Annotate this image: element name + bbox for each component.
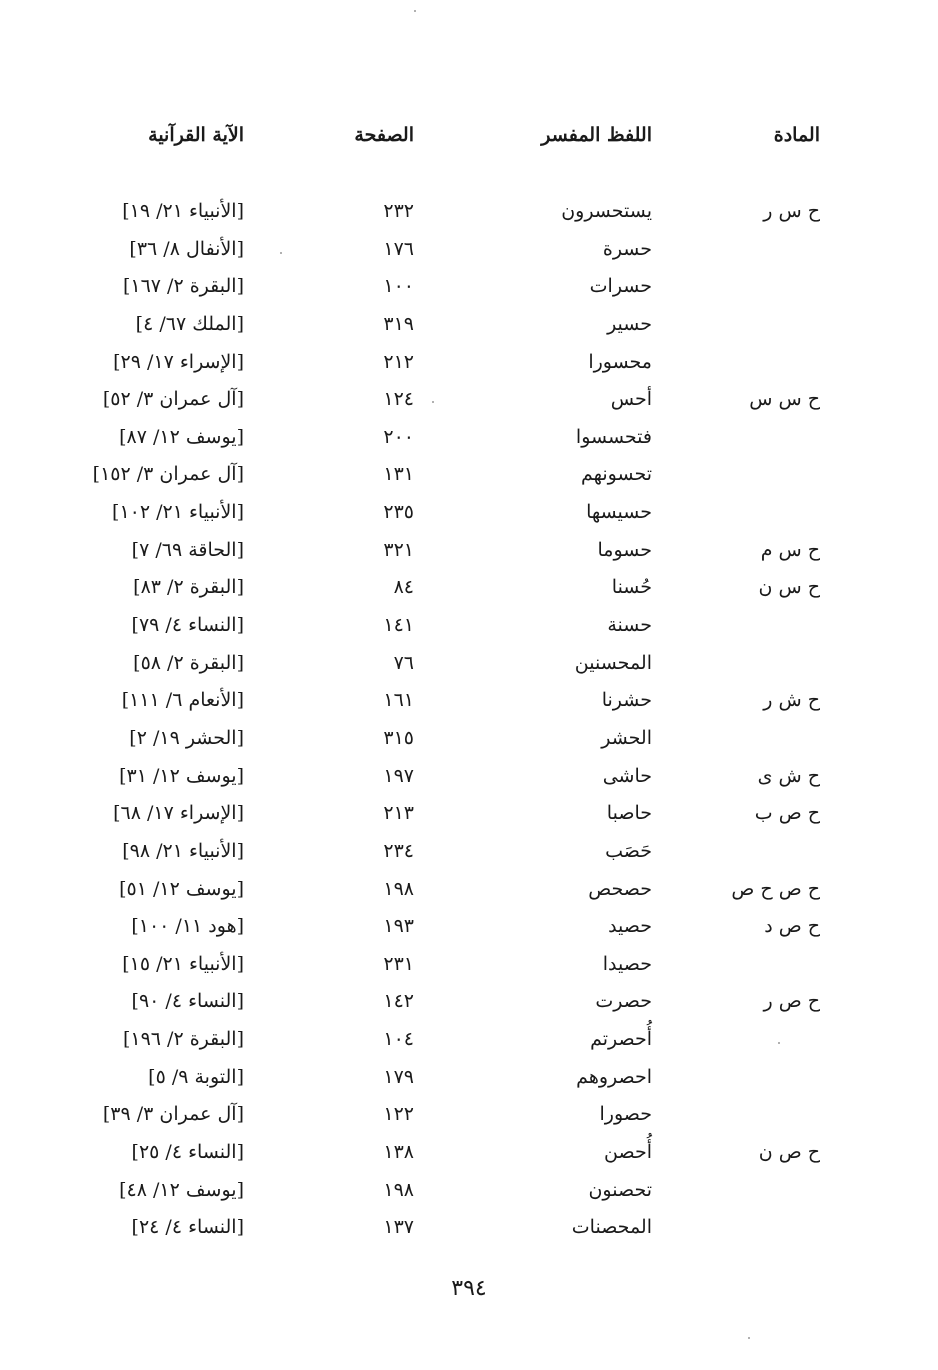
root-cell: ح ص ب [754, 802, 820, 825]
table-row [0, 648, 938, 686]
table-row [0, 1137, 938, 1175]
table-row [0, 309, 938, 347]
page-cell: ١٤٢ [383, 990, 414, 1013]
page-cell: ١٤١ [383, 614, 414, 637]
root-cell: ح س م [760, 538, 820, 561]
verse-cell: [آل عمران ٣/ ٣٩] [102, 1103, 244, 1126]
verse-cell: [الأنفال ٨/ ٣٦] [129, 237, 244, 260]
table-row [0, 610, 938, 648]
page-cell: ٧٦ [393, 651, 414, 674]
table-row [0, 234, 938, 272]
table-row [0, 422, 938, 460]
word-cell: حشرنا [601, 689, 652, 712]
page-cell: ٢٣٢ [383, 200, 414, 222]
word-cell: حاصبا [606, 802, 652, 825]
verse-cell: [آل عمران ٣/ ١٥٢] [92, 463, 244, 486]
word-cell: يستحسرون [561, 200, 652, 222]
table-row [0, 761, 938, 799]
table-row [0, 196, 938, 234]
root-cell: ح ص ر [763, 990, 820, 1013]
verse-cell: [الإسراء ١٧/ ٦٨] [113, 802, 244, 825]
page-cell: ١٣١ [383, 463, 414, 486]
verse-cell: [يوسف ١٢/ ٨٧] [119, 425, 244, 448]
table-row [0, 271, 938, 309]
root-cell: ح س س [749, 388, 820, 411]
page-cell: ٣١٥ [383, 726, 414, 749]
table-header [0, 124, 938, 158]
page-cell: ١٦١ [383, 689, 414, 712]
table-row [0, 1212, 938, 1250]
word-cell: حسير [607, 312, 652, 335]
table-row [0, 459, 938, 497]
page-number: ٣٩٤ [451, 1276, 487, 1301]
page-cell: ٣١٩ [383, 312, 414, 335]
header-page: الصفحة [354, 124, 414, 146]
page-cell: ٢٠٠ [383, 425, 414, 448]
root-cell: ح ص د [764, 915, 820, 938]
word-cell: حصيدا [602, 952, 652, 975]
header-root: المادة [773, 124, 820, 146]
verse-cell: [الأنبياء ٢١/ ٩٨] [122, 839, 244, 862]
page-cell: ١٩٨ [383, 1178, 414, 1201]
table-row [0, 986, 938, 1024]
word-cell: حسوما [597, 538, 652, 561]
verse-cell: [الحشر ١٩/ ٢] [129, 726, 244, 749]
table-row [0, 798, 938, 836]
root-cell: ح ش ر [763, 689, 820, 712]
table-row [0, 874, 938, 912]
table-row [0, 685, 938, 723]
word-cell: أحس [610, 388, 652, 411]
verse-cell: [آل عمران ٣/ ٥٢] [102, 388, 244, 411]
header-verse: الآية القرآنية [148, 124, 244, 146]
page-cell: ٨٤ [393, 576, 414, 599]
word-cell: تحسونهم [580, 463, 652, 486]
scan-speck [778, 1042, 780, 1044]
word-cell: احصروهم [576, 1065, 652, 1088]
verse-cell: [يوسف ١٢/ ٥١] [119, 877, 244, 900]
word-cell: الحشر [601, 726, 652, 749]
root-cell: ح ص ح ص [731, 877, 820, 900]
verse-cell: [الحاقة ٦٩/ ٧] [131, 538, 244, 561]
verse-cell: [يوسف ١٢/ ٤٨] [119, 1178, 244, 1201]
page-cell: ١٣٧ [383, 1216, 414, 1239]
word-cell: حصرت [595, 990, 652, 1013]
table-row [0, 723, 938, 761]
word-cell: حصحص [588, 877, 652, 900]
root-cell: ح س ر [763, 200, 820, 222]
page-cell: ١٢٤ [383, 388, 414, 411]
scan-speck [432, 401, 434, 403]
root-cell: ح ص ن [758, 1141, 820, 1164]
table-row [0, 1175, 938, 1213]
verse-cell: [الإسراء ١٧/ ٢٩] [113, 350, 244, 373]
page-cell: ٢٣٤ [383, 839, 414, 862]
table-row [0, 949, 938, 987]
table-row [0, 1099, 938, 1137]
verse-cell: [التوبة ٩/ ٥] [148, 1065, 244, 1088]
page-cell: ٢١٢ [383, 350, 414, 373]
page-cell: ١٧٩ [383, 1065, 414, 1088]
word-cell: تحصنون [588, 1178, 652, 1201]
verse-cell: [البقرة ٢/ ١٩٦] [122, 1028, 244, 1051]
page-cell: ١٣٨ [383, 1141, 414, 1164]
word-cell: حسنة [607, 614, 652, 637]
word-cell: حسرات [589, 275, 652, 298]
page-cell: ٢٣٥ [383, 501, 414, 524]
word-cell: حصورا [599, 1103, 652, 1126]
header-word: اللفظ المفسر [541, 124, 652, 146]
word-cell: محسورا [588, 350, 652, 373]
root-cell: ح س ن [758, 576, 820, 599]
verse-cell: [النساء ٤/ ٧٩] [131, 614, 244, 637]
page-cell: ٢٣١ [383, 952, 414, 975]
verse-cell: [الأنعام ٦/ ١١١] [121, 689, 244, 712]
root-cell: ح ش ى [757, 764, 820, 787]
verse-cell: [الأنبياء ٢١/ ١٠٢] [112, 501, 244, 524]
page-cell: ١٩٣ [383, 915, 414, 938]
verse-cell: [النساء ٤/ ٩٠] [131, 990, 244, 1013]
verse-cell: [هود ١١/ ١٠٠] [131, 915, 244, 938]
verse-cell: [النساء ٤/ ٢٥] [131, 1141, 244, 1164]
table-body [0, 196, 938, 1250]
scan-speck [748, 1337, 750, 1339]
page-cell: ١٩٧ [383, 764, 414, 787]
page-cell: ١٢٢ [383, 1103, 414, 1126]
verse-cell: [البقرة ٢/ ٥٨] [133, 651, 244, 674]
scan-speck [280, 252, 282, 254]
table-row [0, 1062, 938, 1100]
word-cell: أُحصن [604, 1141, 652, 1164]
table-row [0, 836, 938, 874]
verse-cell: [البقرة ٢/ ٨٣] [133, 576, 244, 599]
verse-cell: [يوسف ١٢/ ٣١] [119, 764, 244, 787]
verse-cell: [النساء ٤/ ٢٤] [131, 1216, 244, 1239]
word-cell: حَصَب [605, 839, 652, 862]
table-row [0, 384, 938, 422]
word-cell: المحسنين [574, 651, 652, 674]
verse-cell: [الملك ٦٧/ ٤] [135, 312, 244, 335]
word-cell: أُحصرتم [590, 1028, 652, 1051]
word-cell: حصيد [608, 915, 652, 938]
scan-speck [414, 10, 416, 12]
word-cell: حاشى [602, 764, 652, 787]
page-cell: ٢١٣ [383, 802, 414, 825]
table-row [0, 1024, 938, 1062]
verse-cell: [الأنبياء ٢١/ ١٩] [122, 200, 244, 222]
page-cell: ١٠٠ [383, 275, 414, 298]
word-cell: حسيسها [586, 501, 652, 524]
page-cell: ١٧٦ [383, 237, 414, 260]
table-row [0, 347, 938, 385]
page-cell: ٣٢١ [383, 538, 414, 561]
verse-cell: [البقرة ٢/ ١٦٧] [122, 275, 244, 298]
word-cell: حُسنا [611, 576, 652, 599]
table-row [0, 497, 938, 535]
page-cell: ١٠٤ [383, 1028, 414, 1051]
word-cell: المحصنات [571, 1216, 652, 1239]
word-cell: حسرة [602, 237, 652, 260]
table-row [0, 535, 938, 573]
verse-cell: [الأنبياء ٢١/ ١٥] [122, 952, 244, 975]
table-row [0, 572, 938, 610]
word-cell: فتحسسوا [575, 425, 652, 448]
page-cell: ١٩٨ [383, 877, 414, 900]
table-row [0, 911, 938, 949]
